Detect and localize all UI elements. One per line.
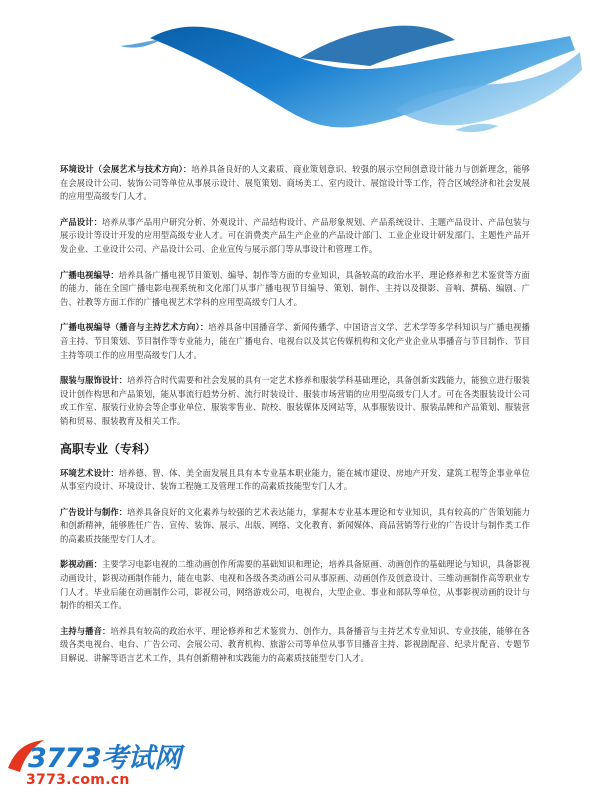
section-heading: 高职专业（专科） <box>60 441 157 456</box>
major-description: 培养具备良好的人文素质、商业策划意识、较强的展示空间创意设计能力与创新理念，能够在会展设计公司、装饰公司等单位从事展示设计、展览策划、商场美工、室内设计、展馆设计等工作，符合区域经济和社会发展的应用型高级专门人才。 <box>60 164 530 202</box>
major-hosting-broadcasting <box>60 625 530 666</box>
major-term: 产品设计： <box>60 216 102 227</box>
major-environment-art-design <box>60 467 530 494</box>
major-description: 主要学习电影电视的二维动画创作所需要的基础知识和理论，培养具备原画、动画创作的基础理论与知识，具备影视动画设计，影视动画制作能力，能在电影、电视和各级各类动画公司从事原画、动画创作及创意设计、三维动画制作高等职业专门人才。毕业后能在动画制作公司，影视公司，网络游戏公司，电视台，大型企业、事业和部队等单位，从事影视动画的设计与制作的相关工作。 <box>60 559 530 611</box>
major-description: 培养符合时代需要和社会发展的具有一定艺术修养和服装学科基础理论，具备创新实践能力，能独立进行服装设计创作构思和产品策划，能从事流行趋势分析、流行时装设计、服装市场营销的应用型高级专门人才。可在各类服装设计公司或工作室、服装行业协会等企事业单位、服装零售业、院校、服装媒体及网站等，从事服装设计、服装品牌和产品策划、服装营销和贸易、服装教育及相关工作。 <box>60 375 530 426</box>
major-term: 主持与播音： <box>60 625 111 636</box>
major-advertising-design <box>60 506 530 547</box>
major-environment-design <box>60 163 530 204</box>
major-term: 服装与服饰设计： <box>60 375 128 386</box>
major-description: 培养从事产品用户研究分析、外观设计、产品结构设计、产品形象规划、产品系统设计、主题产品设计、产品包装与展示设计等设计开发的应用型高级专业人才。可在消费类产品生产企业的产品设计部门、工业企业设计研发部门、主题性产品开发企业、工业设计公司、产品设计公司、企业宣传与展示部门等从事设计和管理工作。 <box>60 216 530 254</box>
major-fashion-design <box>60 374 530 428</box>
major-description: 培养德、智、体、美全面发展且具有本专业基本职业能力，能在城市建设、房地产开发、建筑工程等企事业单位从事室内设计、环境设计、装饰工程施工及管理工作的高素质技能型专门人才。 <box>60 467 530 492</box>
brand-name: 3773考试网 <box>28 743 181 774</box>
major-term: 广告设计与制作： <box>60 506 128 517</box>
major-product-design <box>60 216 530 257</box>
major-description: 培养具有较高的政治水平、理论修养和艺术鉴赏力、创作力，具备播音与主持艺术专业知识、专业技能，能够在各级各类电视台、电台、广告公司、会展公司、教育机构、旅游公司等单位从事节目播音主持、影视剧配音、纪录片配音、专题节目解说、讲解等语言艺术工作，具有创新精神和实践能力的高素质技能型专门人才。 <box>60 625 530 664</box>
major-term: 环境设计（会展艺术与技术方向）： <box>60 164 192 174</box>
major-term: 广播电视编导： <box>60 269 119 280</box>
brand-url: 3773.com.cn <box>26 772 130 788</box>
major-term: 影视动画： <box>60 559 102 570</box>
site-watermark-logo <box>6 736 196 796</box>
major-description: 培养具备中国播音学、新闻传播学、中国语言文学、艺术学等多学科知识与广播电视播音主持、节目策划、节目制作等专业能力，能在广播电台、电视台以及其它传媒机构和文化产业企业从事播音与节目制作、节目主持等项工作的应用型高级专门人才。 <box>60 322 530 360</box>
major-description: 培养具备广播电视节目策划、编导、制作等方面的专业知识，具备较高的政治水平、理论修养和艺术鉴赏等方面的能力，能在全国广播电影电视系统和文化部门从事广播电视节目编导、策划、制作、主持以及摄影、音响、撰稿、编剧、广告、社教等方面工作的广播电视艺术学科的应用型高级专门人才。 <box>60 269 530 307</box>
major-broadcast-directing <box>60 269 530 310</box>
major-film-animation <box>60 558 530 612</box>
main-content <box>60 163 530 678</box>
blue-ink-splash <box>0 0 590 160</box>
major-description: 培养具备良好的文化素养与较强的艺术表达能力，掌握本专业基本理论和专业知识，具有较高的广告策划能力和创新精神，能够胜任广告、宣传、装饰、展示、出版、网络、文化教育、新闻媒体、商品营销等行业的广告设计与制作类工作的高素质技能型专门人才。 <box>60 506 530 544</box>
major-broadcast-hosting <box>60 321 530 362</box>
major-term: 广播电视编导（播音与主持艺术方向）： <box>60 322 209 333</box>
major-term: 环境艺术设计： <box>60 467 119 478</box>
